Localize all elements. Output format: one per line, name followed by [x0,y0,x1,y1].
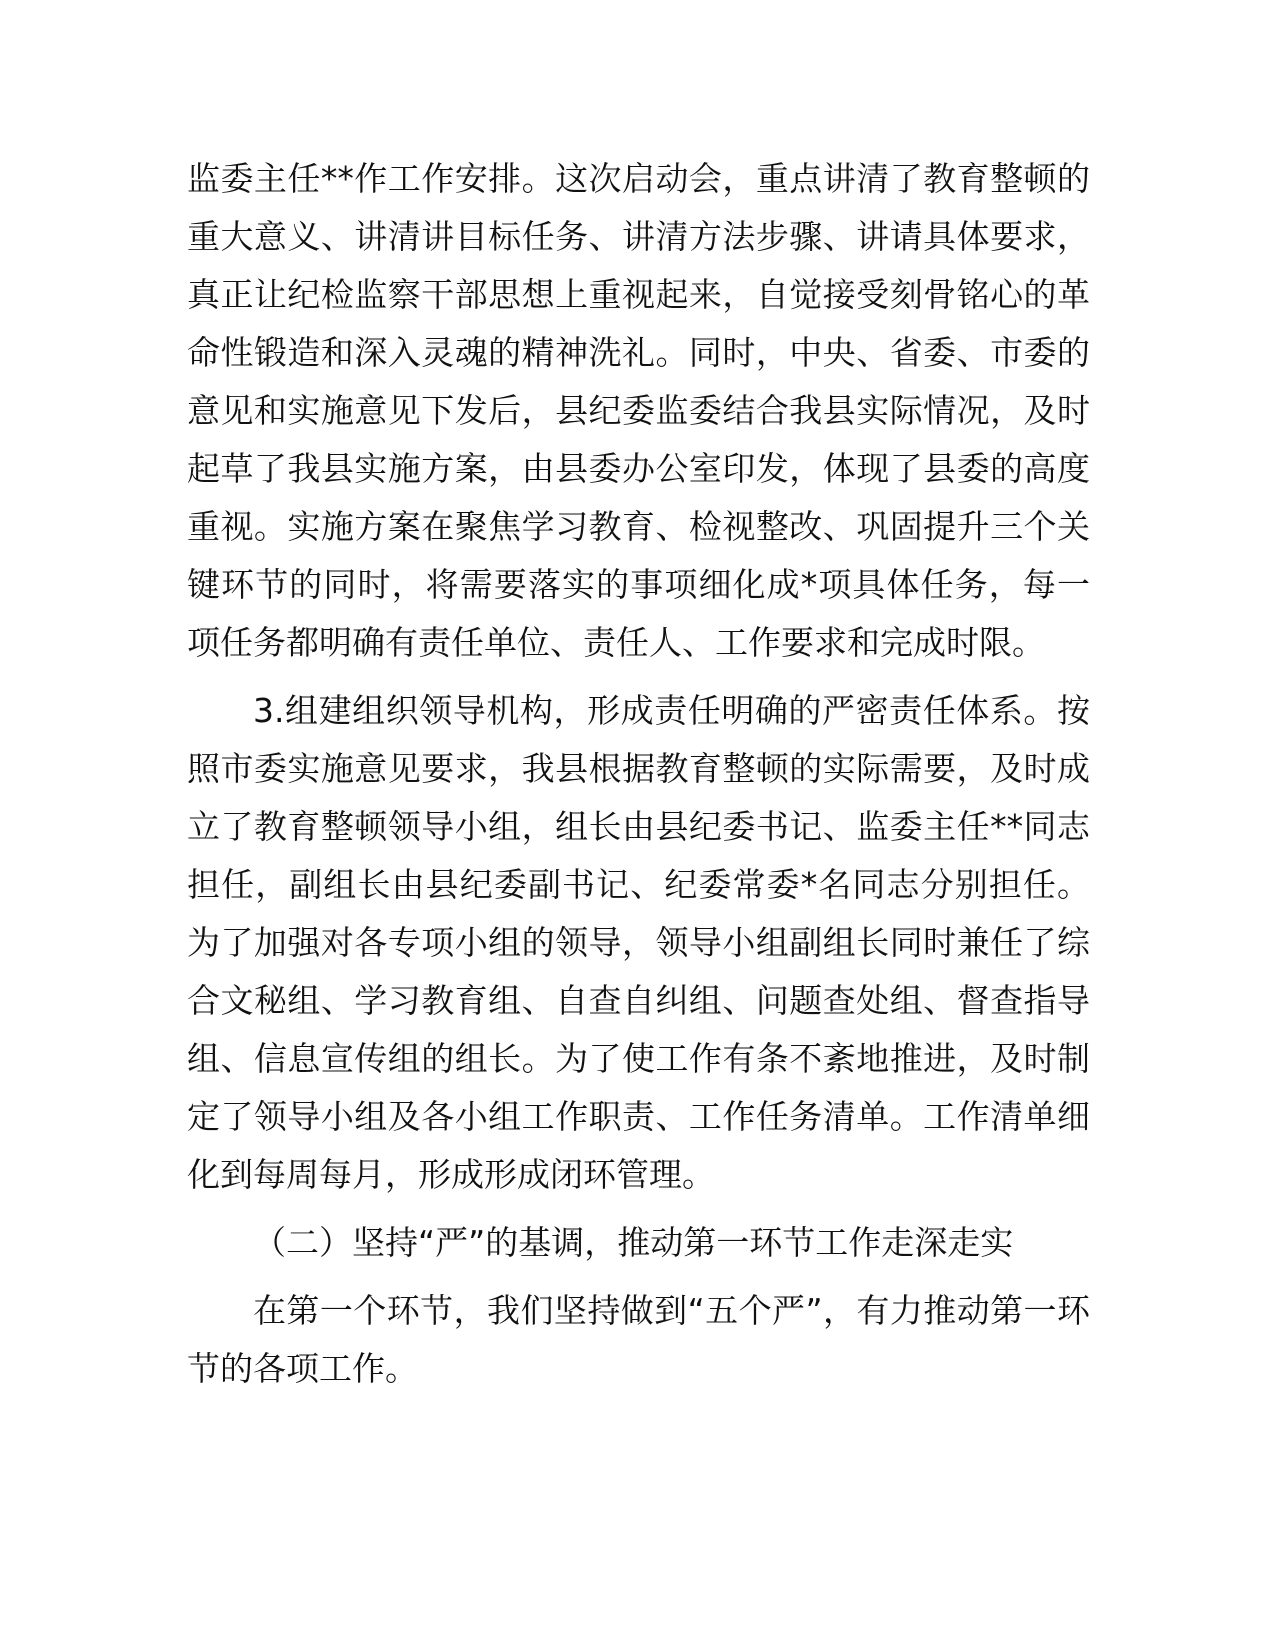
section-heading: （二）坚持“严”的基调，推动第一环节工作走深走实 [253,1223,1014,1262]
document-body [187,150,1090,1408]
body-paragraph-3: 在第一个环节，我们坚持做到“五个严”，有力推动第一环节的各项工作。 [187,1291,1090,1388]
body-paragraph-2: 3.组建组织领导机构，形成责任明确的严密责任体系。按照市委实施意见要求，我县根据教育整顿的实际需要，及时成立了教育整顿领导小组，组长由县纪委书记、监委主任**同志担任，副组长由县纪委副书记、纪委常委*名同志分别担任。为了加强对各专项小组的领导，领导小组副组长同时兼任了综合文秘组、学习教育组、自查自纠组、问题查处组、督查指导组、信息宣传组的组长。为了使工作有条不紊地推进，及时制定了领导小组及各小组工作职责、工作任务清单。工作清单细化到每周每月，形成形成闭环管理。 [187,691,1090,1194]
body-paragraph-1: 监委主任**作工作安排。这次启动会，重点讲清了教育整顿的重大意义、讲清讲目标任务、讲清方法步骤、讲请具体要求，真正让纪检监察干部思想上重视起来，自觉接受刻骨铭心的革命性锻造和深入灵魂的精神洗礼。同时，中央、省委、市委的意见和实施意见下发后，县纪委监委结合我县实际情况，及时起草了我县实施方案，由县委办公室印发，体现了县委的高度重视。实施方案在聚焦学习教育、检视整改、巩固提升三个关键环节的同时，将需要落实的事项细化成*项具体任务，每一项任务都明确有责任单位、责任人、工作要求和完成时限。 [187,159,1090,662]
